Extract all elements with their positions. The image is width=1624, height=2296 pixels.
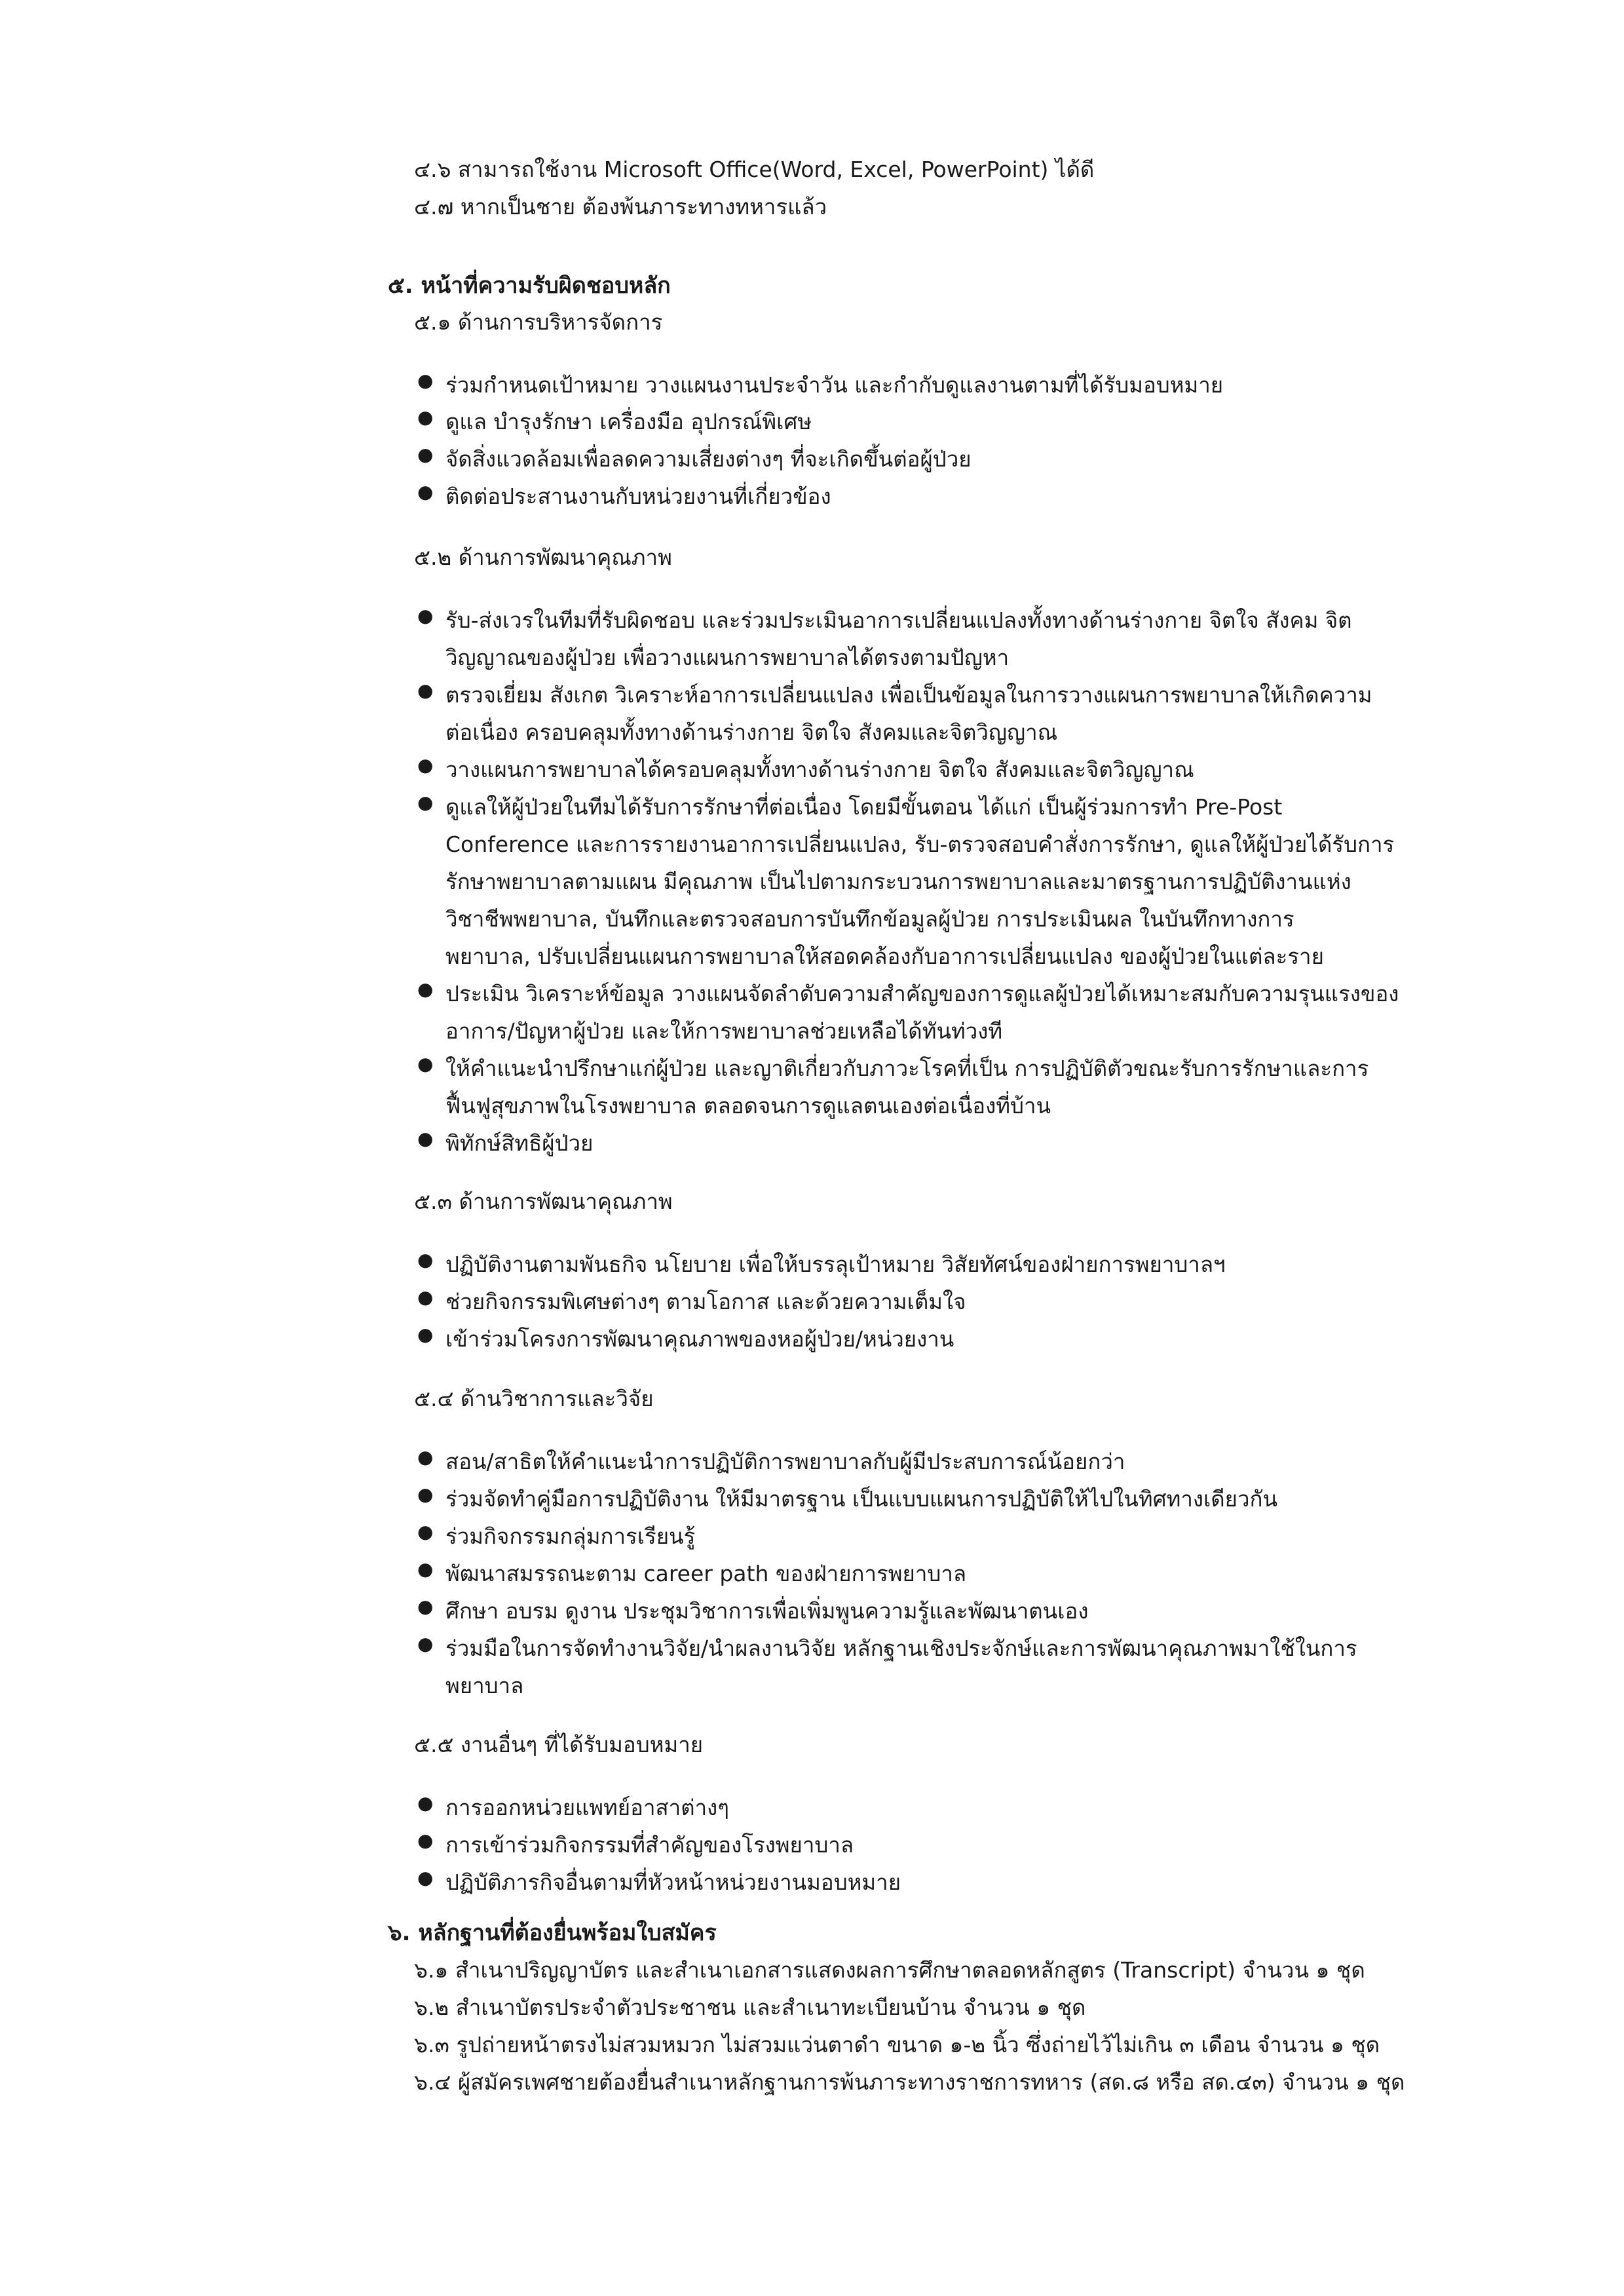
section-5-heading: ๕. หน้าที่ความรับผิดชอบหลัก	[388, 273, 671, 299]
section-6-heading: ๖. หลักฐานที่ต้องยื่นพร้อมใบสมัคร	[388, 1920, 717, 1946]
bullet-icon: ●	[417, 370, 434, 391]
document-item-6-3: ๖.๓ รูปถ่ายหน้าตรงไม่สวมหมวก ไม่สวมแว่นตาดำ ขนาด ๑-๒ นิ้ว ซึ่งถ่ายไว้ไม่เกิน ๓ เดือน จำนวน ๑ ชุด	[414, 2032, 1380, 2057]
list-item-continuation: Conference และการรายงานอาการเปลี่ยนแปลง, รับ-ตรวจสอบคำสั่งการรักษา, ดูแลให้ผู้ป่วยได้รับการ	[445, 832, 1395, 857]
subsection-5-5-title: ๕.๕ งานอื่นๆ ที่ได้รับมอบหมาย	[414, 1732, 704, 1757]
list-item: การออกหน่วยแพทย์อาสาต่างๆ	[445, 1795, 729, 1820]
bullet-icon: ●	[417, 1324, 434, 1345]
top-item-4-6: ๔.๖ สามารถใช้งาน Microsoft Office(Word, Excel, PowerPoint) ได้ดี	[414, 157, 1095, 182]
list-item: วางแผนการพยาบาลได้ครอบคลุมทั้งทางด้านร่างกาย จิตใจ สังคมและจิตวิญญาณ	[445, 757, 1194, 782]
document-item-6-4: ๖.๔ ผู้สมัครเพศชายต้องยื่นสำเนาหลักฐานการพ้นภาระทางราชการทหาร (สด.๘ หรือ สด.๔๓) จำนวน ๑ ชุด	[414, 2069, 1405, 2095]
list-item: รับ-ส่งเวรในทีมที่รับผิดชอบ และร่วมประเมินอาการเปลี่ยนแปลงทั้งทางด้านร่างกาย จิตใจ สังคม จิต	[445, 607, 1352, 633]
list-item: ศึกษา อบรม ดูงาน ประชุมวิชาการเพื่อเพิ่มพูนความรู้และพัฒนาตนเอง	[445, 1598, 1089, 1624]
bullet-icon: ●	[417, 1633, 434, 1655]
list-item: ร่วมมือในการจัดทำงานวิจัย/นำผลงานวิจัย หลักฐานเชิงประจักษ์และการพัฒนาคุณภาพมาใช้ในการ	[445, 1636, 1357, 1661]
list-item-continuation: รักษาพยาบาลตามแผน มีคุณภาพ เป็นไปตามกระบวนการพยาบาลและมาตรฐานการปฏิบัติงานแห่ง	[445, 869, 1351, 894]
list-item: ปฏิบัติงานตามพันธกิจ นโยบาย เพื่อให้บรรลุเป้าหมาย วิสัยทัศน์ของฝ่ายการพยาบาลฯ	[445, 1252, 1226, 1277]
bullet-icon: ●	[417, 1558, 434, 1580]
bullet-icon: ●	[417, 1792, 434, 1814]
list-item: ให้คำแนะนำปรึกษาแก่ผู้ป่วย และญาติเกี่ยวกับภาวะโรคที่เป็น การปฏิบัติตัวขณะรับการรักษาและการ	[445, 1056, 1369, 1081]
bullet-icon: ●	[417, 792, 434, 813]
document-item-6-2: ๖.๒ สำเนาบัตรประจำตัวประชาชน และสำเนาทะเบียนบ้าน จำนวน ๑ ชุด	[414, 1995, 1086, 2020]
bullet-icon: ●	[417, 1521, 434, 1542]
bullet-icon: ●	[417, 1249, 434, 1271]
bullet-icon: ●	[417, 679, 434, 701]
bullet-icon: ●	[417, 1128, 434, 1149]
document-item-6-1: ๖.๑ สำเนาปริญญาบัตร และสำเนาเอกสารแสดงผลการศึกษาตลอดหลักสูตร (Transcript) จำนวน ๑ ชุด	[414, 1957, 1365, 1983]
list-item: ดูแลให้ผู้ป่วยในทีมได้รับการรักษาที่ต่อเนื่อง โดยมีขั้นตอน ได้แก่ เป็นผู้ร่วมการทำ Pre-Post	[445, 794, 1283, 820]
list-item-continuation: พยาบาล	[445, 1673, 524, 1698]
list-item-continuation: ฟื้นฟูสุขภาพในโรงพยาบาล ตลอดจนการดูแลตนเองต่อเนื่องที่บ้าน	[445, 1093, 1051, 1119]
bullet-icon: ●	[417, 1483, 434, 1505]
subsection-5-3-title: ๕.๓ ด้านการพัฒนาคุณภาพ	[414, 1189, 673, 1214]
bullet-icon: ●	[417, 444, 434, 465]
bullet-icon: ●	[417, 978, 434, 1000]
bullet-icon: ●	[417, 406, 434, 428]
bullet-icon: ●	[417, 1446, 434, 1468]
bullet-icon: ●	[417, 1053, 434, 1075]
list-item: ร่วมกำหนดเป้าหมาย วางแผนงานประจำวัน และกำกับดูแลงานตามที่ได้รับมอบหมาย	[445, 372, 1224, 398]
bullet-icon: ●	[417, 1286, 434, 1308]
list-item: ปฏิบัติภารกิจอื่นตามที่หัวหน้าหน่วยงานมอบหมาย	[445, 1869, 901, 1895]
list-item: สอน/สาธิตให้คำแนะนำการปฏิบัติการพยาบาลกับผู้มีประสบการณ์น้อยกว่า	[445, 1449, 1125, 1474]
list-item: ติดต่อประสานงานกับหน่วยงานที่เกี่ยวข้อง	[445, 484, 831, 509]
bullet-icon: ●	[417, 1596, 434, 1617]
top-item-4-7: ๔.๗ หากเป็นชาย ต้องพ้นภาระทางทหารแล้ว	[414, 194, 827, 220]
list-item: ร่วมจัดทำคู่มือการปฏิบัติงาน ให้มีมาตรฐาน เป็นแบบแผนการปฏิบัติให้ไปในทิศทางเดียวกัน	[445, 1486, 1278, 1512]
list-item: ตรวจเยี่ยม สังเกต วิเคราะห์อาการเปลี่ยนแปลง เพื่อเป็นข้อมูลในการวางแผนการพยาบาลให้เกิดความ	[445, 682, 1372, 708]
list-item: ร่วมกิจกรรมกลุ่มการเรียนรู้	[445, 1523, 696, 1549]
subsection-5-2-title: ๕.๒ ด้านการพัฒนาคุณภาพ	[414, 545, 672, 570]
subsection-5-1-title: ๕.๑ ด้านการบริหารจัดการ	[414, 309, 663, 335]
bullet-icon: ●	[417, 1867, 434, 1888]
bullet-icon: ●	[417, 754, 434, 776]
subsection-5-4-title: ๕.๔ ด้านวิชาการและวิจัย	[414, 1386, 654, 1411]
list-item: เข้าร่วมโครงการพัฒนาคุณภาพของหอผู้ป่วย/หน่วยงาน	[445, 1326, 954, 1352]
list-item: ดูแล บำรุงรักษา เครื่องมือ อุปกรณ์พิเศษ	[445, 409, 812, 434]
list-item: พิทักษ์สิทธิผู้ป่วย	[445, 1130, 594, 1156]
list-item-continuation: วิญญาณของผู้ป่วย เพื่อวางแผนการพยาบาลได้ตรงตามปัญหา	[445, 645, 1010, 670]
list-item: ประเมิน วิเคราะห์ข้อมูล วางแผนจัดลำดับความสำคัญของการดูแลผู้ป่วยได้เหมาะสมกับความรุนแรงของ	[445, 981, 1399, 1006]
list-item: พัฒนาสมรรถนะตาม career path ของฝ่ายการพยาบาล	[445, 1561, 967, 1586]
list-item-continuation: พยาบาล, ปรับเปลี่ยนแผนการพยาบาลให้สอดคล้องกับอาการเปลี่ยนแปลง ของผู้ป่วยในแต่ละราย	[445, 944, 1324, 969]
bullet-icon: ●	[417, 481, 434, 503]
list-item-continuation: ต่อเนื่อง ครอบคลุมทั้งทางด้านร่างกาย จิตใจ สังคมและจิตวิญญาณ	[445, 719, 1058, 745]
list-item-continuation: อาการ/ปัญหาผู้ป่วย และให้การพยาบาลช่วยเหลือได้ทันท่วงที	[445, 1018, 1003, 1044]
list-item: ช่วยกิจกรรมพิเศษต่างๆ ตามโอกาส และด้วยความเต็มใจ	[445, 1289, 966, 1314]
list-item-continuation: วิชาชีพพยาบาล, บันทึกและตรวจสอบการบันทึกข้อมูลผู้ป่วย การประเมินผล ในบันทึกทางการ	[445, 906, 1294, 932]
bullet-icon: ●	[417, 605, 434, 626]
list-item: จัดสิ่งแวดล้อมเพื่อลดความเสี่ยงต่างๆ ที่จะเกิดขึ้นต่อผู้ป่วย	[445, 446, 972, 472]
bullet-icon: ●	[417, 1829, 434, 1851]
list-item: การเข้าร่วมกิจกรรมที่สำคัญของโรงพยาบาล	[445, 1832, 854, 1858]
